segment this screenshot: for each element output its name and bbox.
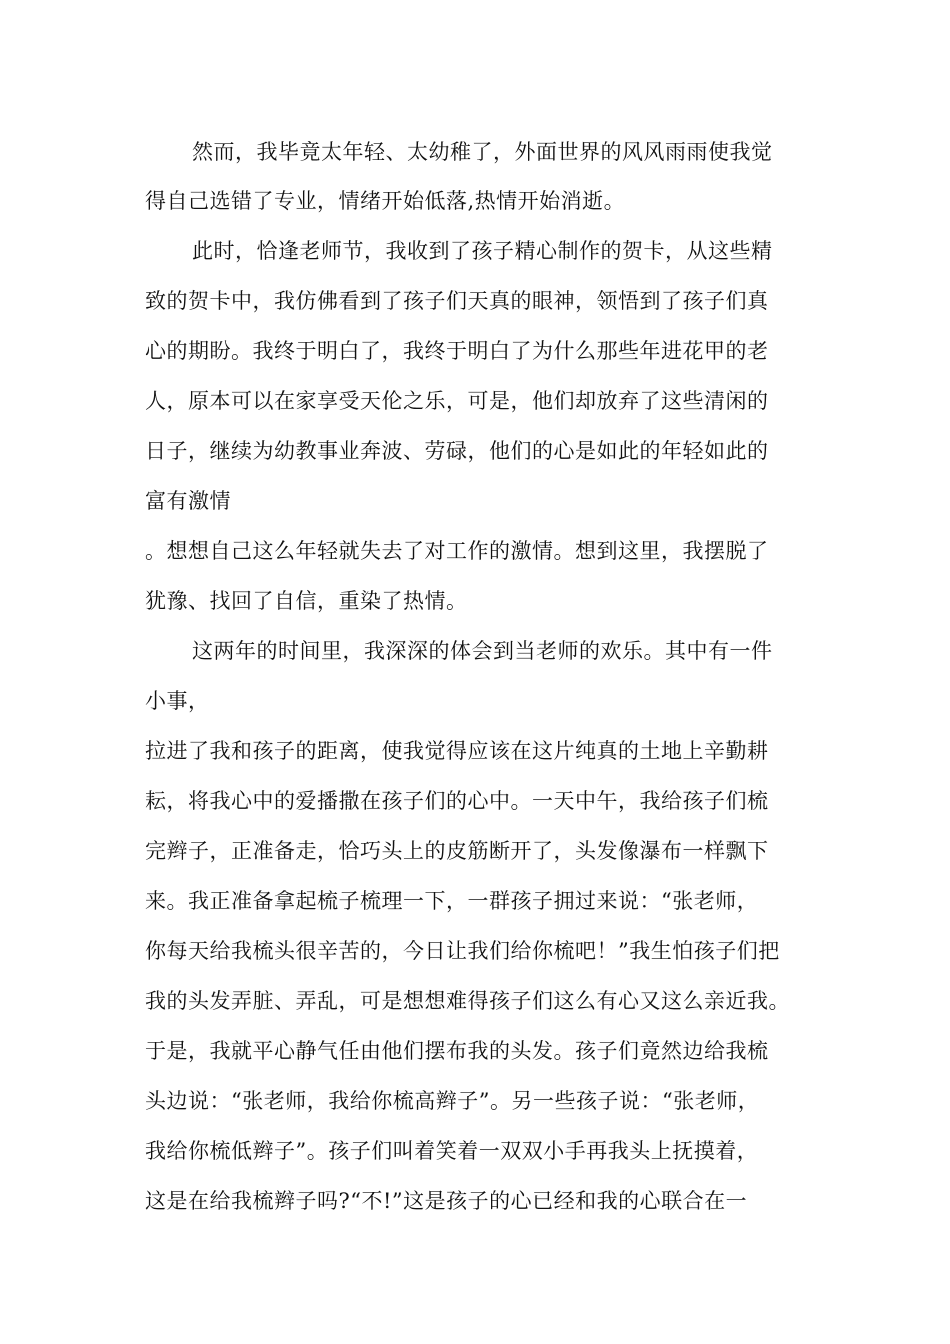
paragraph-line: 这是在给我梳辫子吗?“不!”这是孩子的心已经和我的心联合在一 xyxy=(145,1189,748,1213)
paragraph-line: 然而，我毕竟太年轻、太幼稚了，外面世界的风风雨雨使我觉 xyxy=(192,140,773,164)
paragraph-line: 头边说：“张老师，我给你梳高辫子”。另一些孩子说：“张老师， xyxy=(145,1089,760,1113)
paragraph-line: 。想想自己这么年轻就失去了对工作的激情。想到这里，我摆脱了 xyxy=(145,539,769,563)
paragraph-line: 耘，将我心中的爱播撒在孩子们的心中。一天中午，我给孩子们梳 xyxy=(145,789,769,813)
paragraph-line: 得自己选错了专业，情绪开始低落,热情开始消逝。 xyxy=(145,189,626,213)
paragraph-line: 富有激情 xyxy=(145,489,231,513)
paragraph-line: 此时，恰逢老师节，我收到了孩子精心制作的贺卡，从这些精 xyxy=(192,239,773,263)
paragraph-line: 日子，继续为幼教事业奔波、劳碌，他们的心是如此的年轻如此的 xyxy=(145,439,769,463)
paragraph-line: 小事， xyxy=(145,689,210,713)
paragraph-line: 我给你梳低辫子”。孩子们叫着笑着一双双小手再我头上抚摸着， xyxy=(145,1139,759,1163)
paragraph-line: 这两年的时间里，我深深的体会到当老师的欢乐。其中有一件 xyxy=(192,639,773,663)
paragraph-line: 你每天给我梳头很辛苦的，今日让我们给你梳吧！”我生怕孩子们把 xyxy=(145,939,780,963)
paragraph-line: 来。我正准备拿起梳子梳理一下，一群孩子拥过来说：“张老师， xyxy=(145,889,759,913)
paragraph-line: 完辫子，正准备走，恰巧头上的皮筋断开了，头发像瀑布一样飘下 xyxy=(145,839,769,863)
paragraph-line: 于是，我就平心静气任由他们摆布我的头发。孩子们竟然边给我梳 xyxy=(145,1039,769,1063)
paragraph-line: 人，原本可以在家享受天伦之乐，可是，他们却放弃了这些清闲的 xyxy=(145,389,769,413)
paragraph-line: 拉进了我和孩子的距离，使我觉得应该在这片纯真的土地上辛勤耕 xyxy=(145,739,769,763)
paragraph-line: 犹豫、找回了自信，重染了热情。 xyxy=(145,589,468,613)
paragraph-line: 我的头发弄脏、弄乱，可是想想难得孩子们这么有心又这么亲近我。 xyxy=(145,989,790,1013)
paragraph-line: 致的贺卡中，我仿佛看到了孩子们天真的眼神，领悟到了孩子们真 xyxy=(145,289,769,313)
paragraph-line: 心的期盼。我终于明白了，我终于明白了为什么那些年进花甲的老 xyxy=(145,339,769,363)
